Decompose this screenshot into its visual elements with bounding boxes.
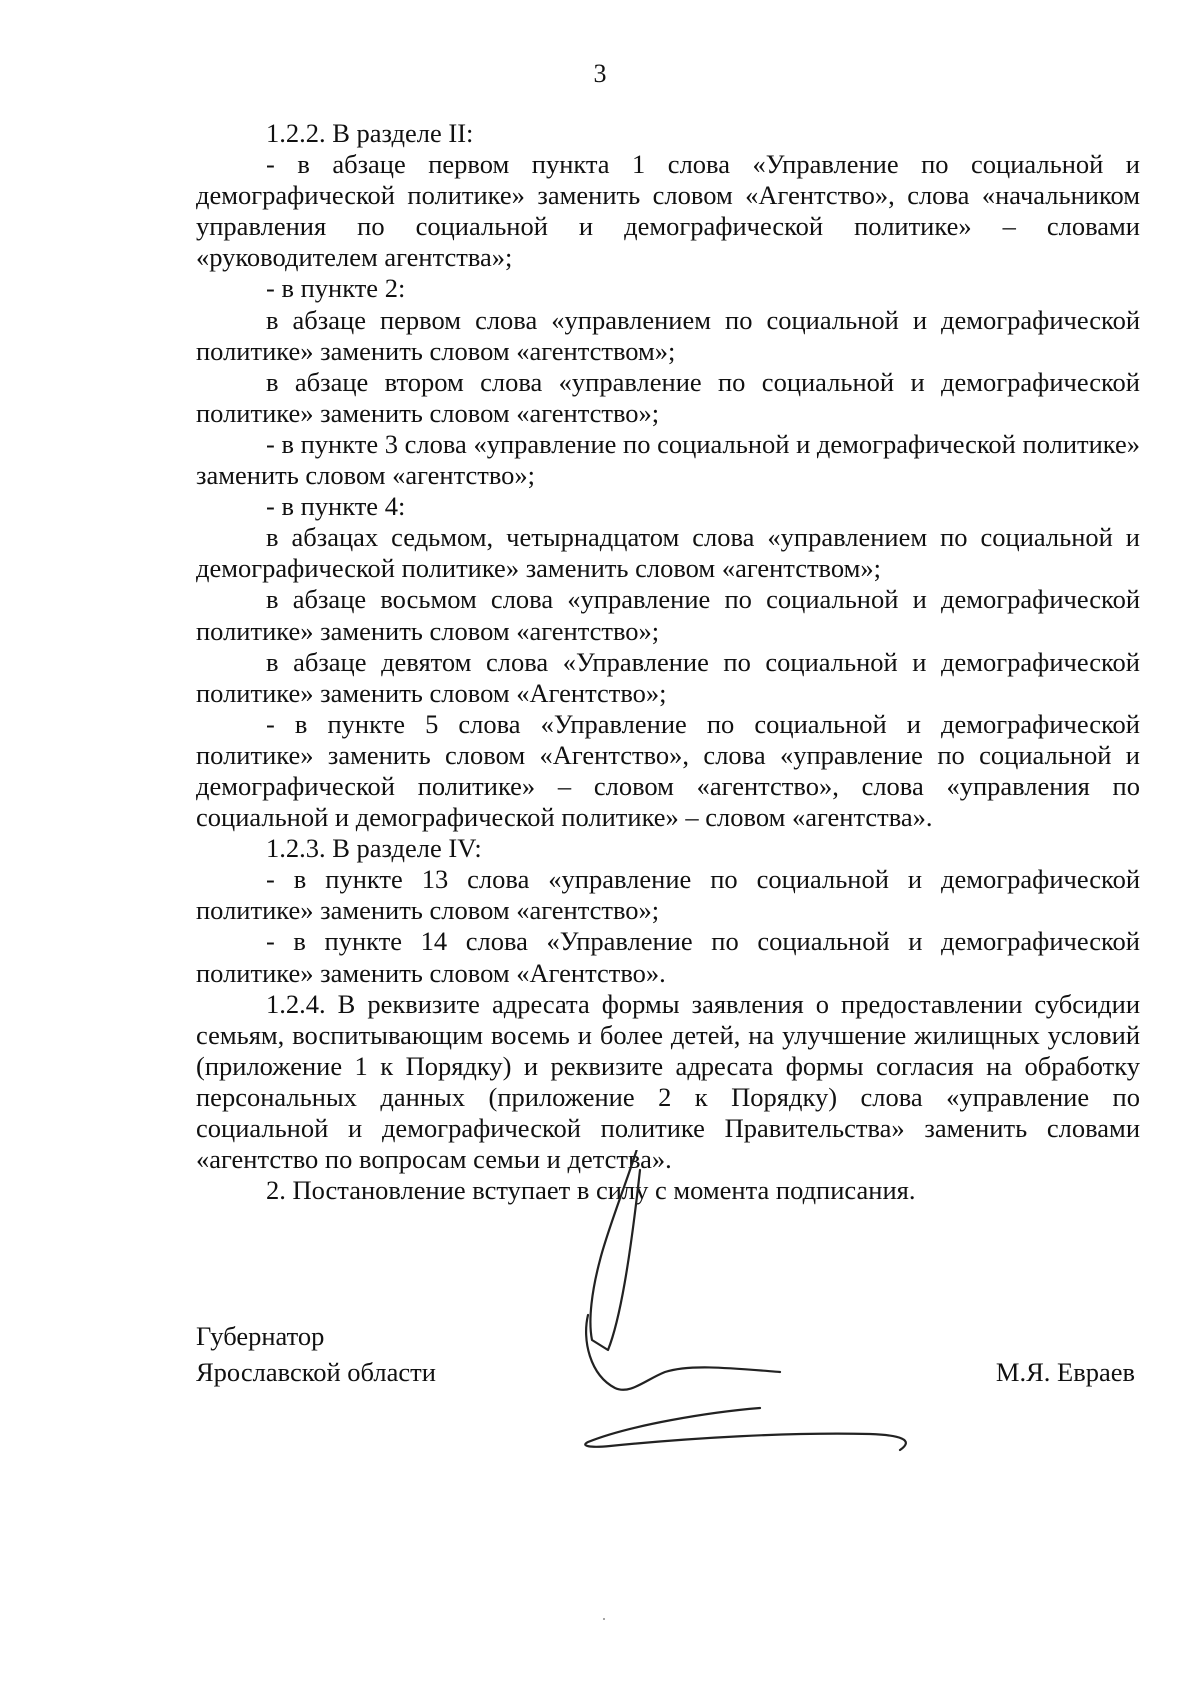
paragraph: 1.2.4. В реквизите адресата формы заявления о предоставлении субсидии семьям, воспитывающим восемь и более детей, на улучшение жилищных условий (приложение 1 к Порядку) и реквизите адресата формы согласия на обработку персональных данных (приложение 2 к Порядку) слова «управление по социальной и демографической политике Правительства» заменить словами «агентство по вопросам семьи и детства».: [196, 988, 1140, 1175]
paragraph: в абзаце восьмом слова «управление по социальной и демографической политике» заменить словом «агентство»;: [196, 584, 1140, 646]
handwritten-signature: [570, 1150, 990, 1480]
paragraph: в абзаце первом слова «управлением по социальной и демографической политике» заменить словом «агентством»;: [196, 304, 1140, 366]
paragraph: - в пункте 5 слова «Управление по социальной и демографической политике» заменить словом «Агентство», слова «управление по социальной и демографической политике» – словом «агентство», слова «управления по социальной и демографической политике» – словом «агентства».: [196, 708, 1140, 833]
page-number: 3: [593, 59, 607, 88]
paragraph: - в абзаце первом пункта 1 слова «Управление по социальной и демографической политике» заменить словом «Агентство», слова «начальником управления по социальной и демографической политике» – словами «руководителем агентства»;: [196, 149, 1140, 273]
paragraph: в абзаце втором слова «управление по социальной и демографической политике» заменить словом «агентство»;: [196, 366, 1140, 428]
paragraph: - в пункте 3 слова «управление по социальной и демографической политике» заменить словом «агентство»;: [196, 428, 1140, 491]
paragraph: в абзаце девятом слова «Управление по социальной и демографической политике» заменить словом «Агентство»;: [196, 646, 1140, 708]
signature-stroke-lower: [585, 1408, 906, 1450]
paragraph: 1.2.2. В разделе II:: [266, 118, 474, 148]
scan-speck: [603, 1618, 605, 1620]
paragraph: в абзацах седьмом, четырнадцатом слова «управлением по социальной и демографической политике» заменить словом «агентством»;: [196, 522, 1140, 584]
paragraph: - в пункте 14 слова «Управление по социальной и демографической политике» заменить словом «Агентство».: [196, 926, 1140, 988]
document-body: [196, 118, 1140, 1206]
paragraph: - в пункте 13 слова «управление по социальной и демографической политике» заменить словом «агентство»;: [196, 864, 1140, 926]
paragraph: - в пункте 2:: [266, 273, 406, 304]
paragraph: 1.2.3. В разделе IV:: [266, 833, 482, 864]
paragraph: - в пункте 4:: [266, 491, 406, 522]
signature-stroke-upper: [590, 1150, 645, 1350]
signer-position-line1: Губернатор: [196, 1321, 325, 1351]
paragraph: 2. Постановление вступает в силу с момента подписания.: [266, 1175, 916, 1206]
signer-name: М.Я. Евраев: [995, 1357, 1135, 1387]
signer-position-line2: Ярославской области: [196, 1357, 436, 1387]
